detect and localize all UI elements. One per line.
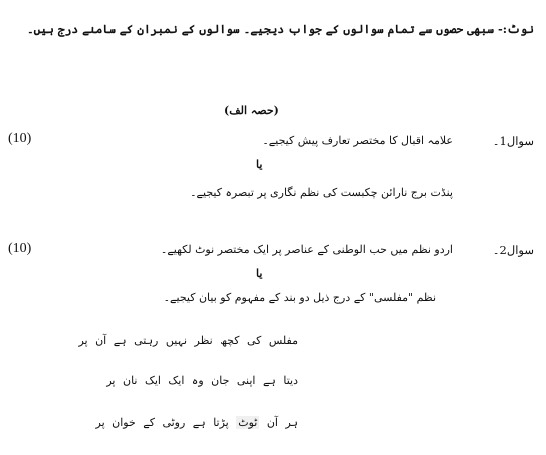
- section-title: (حصہ الف): [224, 104, 279, 117]
- poem-line-3: [96, 416, 298, 429]
- q1-label: سوال1۔: [492, 134, 534, 148]
- q2-alt: نظم "مفلسی" کے درج ذیل دو بند کے مفہوم کو بیان کیجیے۔: [163, 291, 436, 304]
- q2-label: سوال2۔: [492, 243, 534, 257]
- poem-line-3-start: ہر آن: [259, 416, 298, 429]
- q1-text: علامہ اقبال کا مختصر تعارف پیش کیجیے۔: [262, 134, 453, 147]
- poem-line-1: مفلس کی کچھ نظر نہیں رہتی ہے آن پر: [78, 334, 298, 347]
- q1-marks: (10): [8, 131, 32, 146]
- q2-or: یا: [256, 267, 263, 280]
- q2-text: اردو نظم میں حب الوطنی کے عناصر پر ایک مختصر نوٹ لکھیے۔: [160, 243, 453, 256]
- poem-highlighted-word: ٹوٹ: [238, 416, 258, 429]
- poem-line-3-end: پڑتا ہے روٹی کے خوان پر: [95, 416, 237, 429]
- q1-or: یا: [256, 158, 263, 171]
- q2-marks: (10): [8, 241, 32, 256]
- poem-line-2: دیتا ہے اپنی جان وہ ایک ایک نان پر: [106, 374, 298, 387]
- instructions-note: نوٹ:- سبھی حصوں سے تمام سوالوں کے جواب دیجیے۔ سوالوں کے نمبران کے سامنے درج ہیں۔: [26, 22, 534, 36]
- q1-alt: پنڈت برج نارائن چکبست کی نظم نگاری پر تبصرہ کیجیے۔: [190, 186, 453, 199]
